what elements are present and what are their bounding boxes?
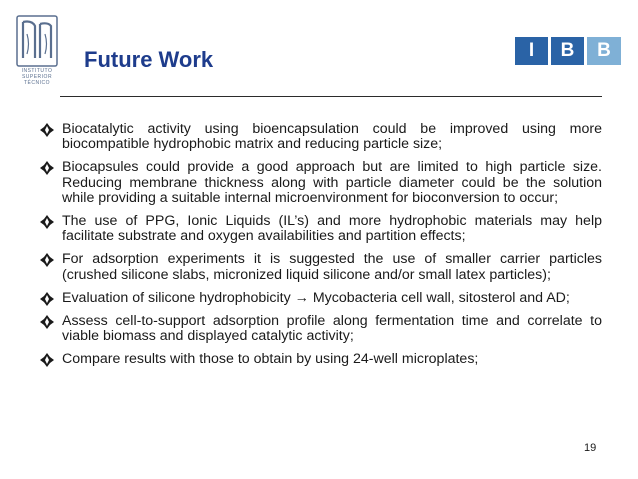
bullet-text: Compare results with those to obtain by using 24-well microplates; [62,351,479,368]
ibb-letter-3: B [587,37,621,65]
ibb-logo-icon [515,37,621,65]
bullet-text: Biocapsules could provide a good approach but are limited to high particle size. Reducing membrane thickness along with particle diameter could be the solution while providing a suitable internal microenvironment for bioconversion to occur; [62,159,602,206]
bullet-text: Evaluation of silicone hydrophobicity [62,289,291,306]
bullet-list [40,122,602,376]
bullet-text: Biocatalytic activity using bioencapsulation could be improved using more biocompatible hydrophobic matrix and reducing particle size; [62,121,602,153]
bullet-item [40,291,602,306]
ibb-letter-1: I [515,37,548,65]
page-number: 19 [584,442,597,454]
ist-line-3: TÉCNICO [24,80,50,86]
bullet-item [40,314,602,344]
diamond-bullet-icon [40,253,54,267]
diamond-bullet-icon [40,315,54,329]
diamond-bullet-icon [40,292,54,306]
bullet-text: For adsorption experiments it is suggested the use of smaller carrier particles (crushed silicone slabs, micronized liquid silicone and/or small latex particles); [62,251,602,283]
bullet-text: Mycobacteria cell wall, sitosterol and AD; [312,289,570,306]
bullet-item [40,252,602,282]
arrow-icon: → [294,289,309,306]
diamond-bullet-icon [40,123,54,137]
bullet-item [40,214,602,244]
bullet-text: Assess cell-to-support adsorption profile along fermentation time and correlate to viable biomass and displayed catalytic activity; [62,313,602,345]
bullet-item [40,352,602,367]
title-divider [60,96,602,97]
bullet-item [40,160,602,206]
bullet-item [40,122,602,152]
ist-logo-text [10,68,64,86]
ist-line-2: SUPERIOR [21,74,53,80]
slide-title: Future Work [84,47,214,72]
diamond-bullet-icon [40,161,54,175]
diamond-bullet-icon [40,215,54,229]
bullet-text: The use of PPG, Ionic Liquids (IL’s) and more hydrophobic materials may help facilitate substrate and oxygen availabilities and partition effects; [62,213,602,245]
diamond-bullet-icon [40,353,54,367]
ist-line-1: INSTITUTO [21,68,53,74]
ibb-letter-2: B [551,37,584,65]
